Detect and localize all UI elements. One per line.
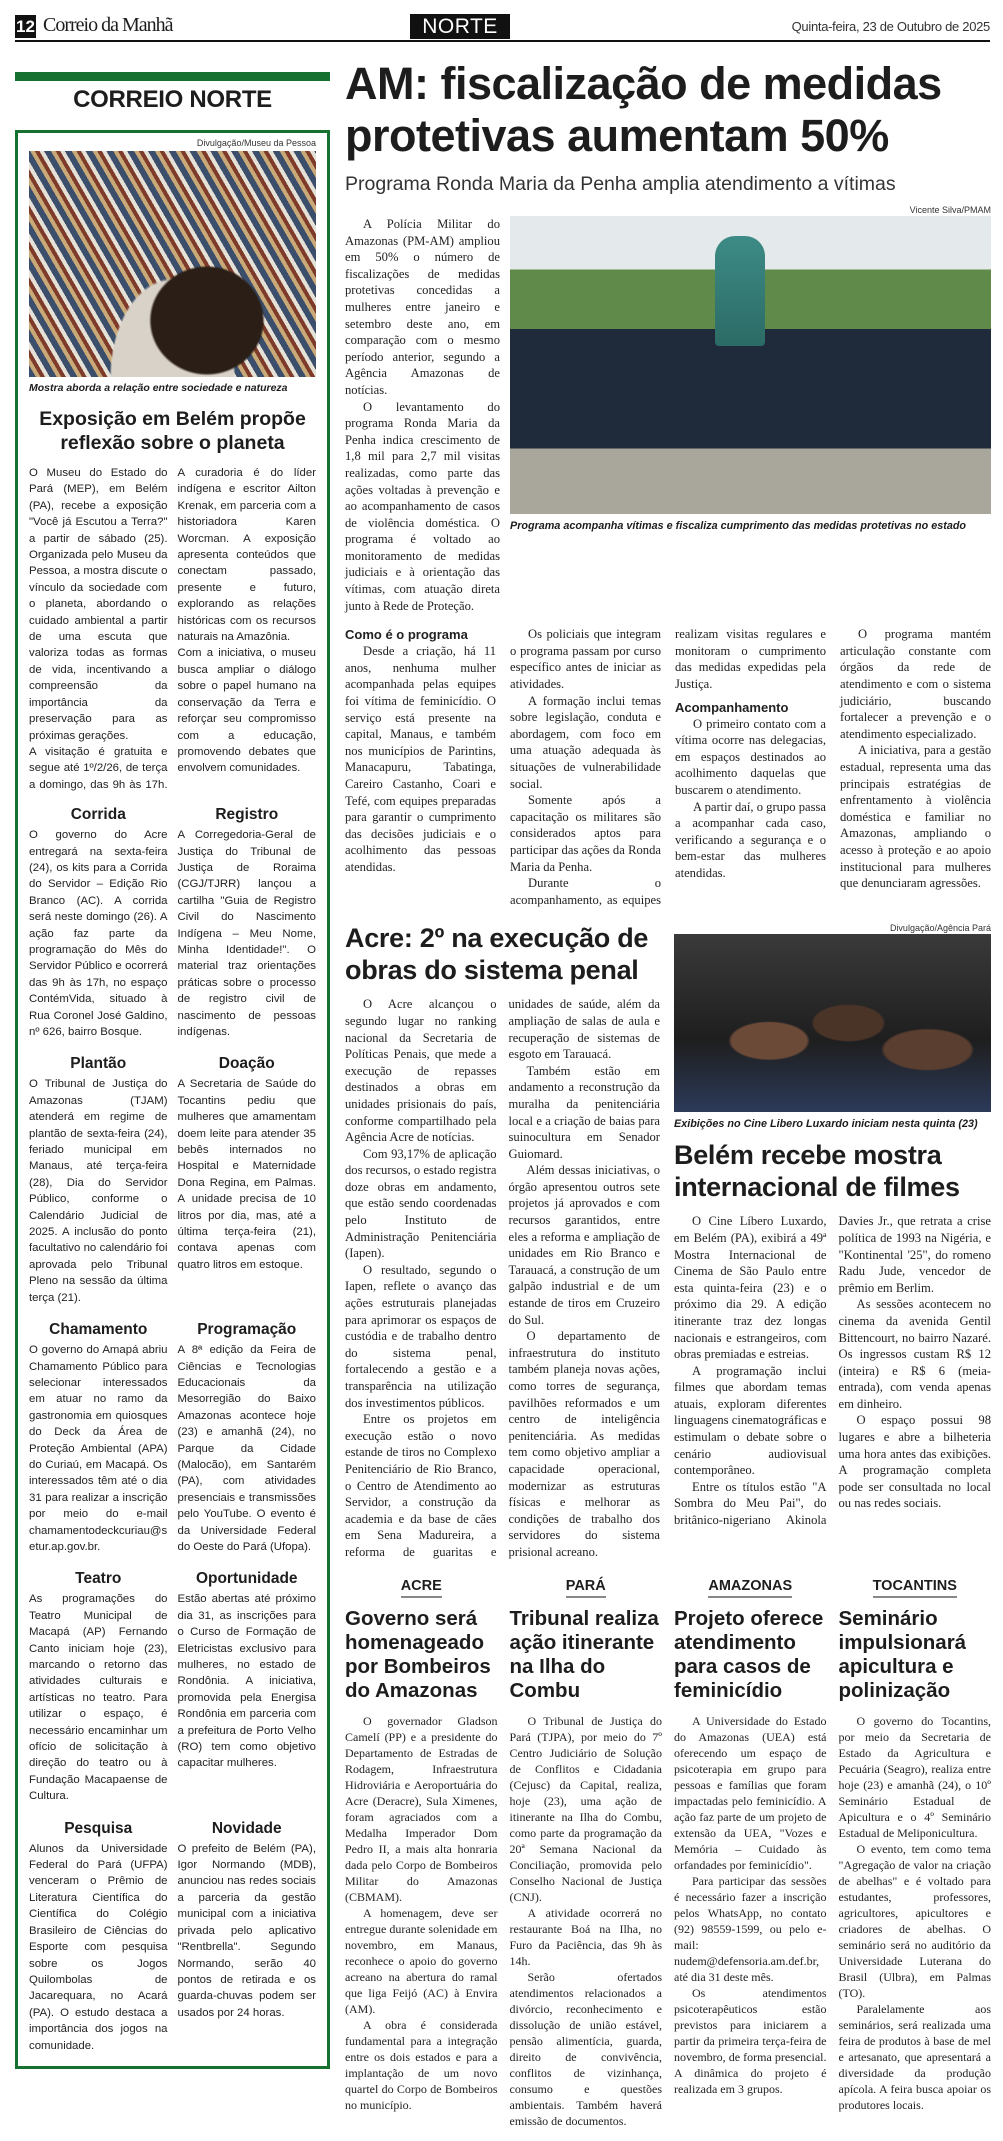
cinema-body — [674, 1213, 991, 1528]
lead-subhead: Programa Ronda Maria da Penha amplia atendimento a vítimas — [345, 173, 896, 195]
note-title: Pesquisa — [64, 1819, 133, 1837]
paragraph: Com 93,17% de aplicação dos recursos, o estado registra doze obras em andamento, que estão sendo coordenadas pelo Instituto de Administração Penitenciária (Iapen). — [345, 1146, 497, 1261]
note-doação — [178, 1054, 317, 1306]
paragraph: A Polícia Militar do Amazonas (PM-AM) ampliou em 50% o número de fiscalizações de medidas protetivas concedidas a mulheres entre janeiro e setembro deste ano, em comparação com o mesmo período anterior, segundo a Agência Amazonas de notícias. — [345, 217, 500, 397]
paragraph: A partir daí, o grupo passa a acompanhar cada caso, verificando a segurança e o bem-estar das mulheres atendidas. — [675, 799, 826, 880]
paragraph: O programa mantém articulação constante com órgãos da rede de atendimento e com o sistema judiciário, buscando fortalecer a prevenção e o atendimento especializado. — [840, 627, 991, 741]
note-text: As programações do Teatro Municipal de Macapá (AP) Fernando Canto iniciam hoje (23), marcando o retorno das atividades culturais e artísticas no teatro. Para utilizar o espaço, é necessário encaminhar um ofício de solicitação à direção do teatro ou à Fundação Macapaense de Cultura. — [29, 1593, 168, 1803]
paragraph: Para participar das sessões é necessário fazer a inscrição pelos WhatsApp, no contato (92) 98559-1599, ou pelo e-mail: nudem@defensoria.am.def.br, até dia 31 deste mês. — [674, 1873, 827, 1984]
note-teatro — [29, 1569, 168, 1804]
note-text: O Tribunal de Justiça do Amazonas (TJAM) atenderá em regime de plantão de sexta-feira (24), feriado municipal em Manaus, até terça-feira (28), Dia do Servidor Público, conforme o Calendário Judicial de 2025. A inclusão do ponto facultativo no calendário foi aprovada pelo Tribunal Pleno na sessão da última terça (21). — [29, 1078, 168, 1304]
brief-body — [345, 1713, 498, 2113]
note-text: Estão abertas até próximo dia 31, as inscrições para o Curso de Formação de Eletricistas exclusivo para mulheres, no estado de Rondônia. A iniciativa, promovida pela Energisa Rondônia em parceria com a prefeitura de Porto Velho (RO) tem como objetivo capacitar mulheres. — [177, 1593, 316, 1770]
paragraph: A homenagem, deve ser entregue durante solenidade em novembro, em Manaus, reconhece o apoio do governo acreano na abertura do ramal que liga Feijó (AC) à Envira (AM). — [345, 1905, 498, 2016]
lead-body — [345, 626, 991, 908]
paragraph: A iniciativa, para a gestão estadual, representa uma das principais estratégias de enfrentamento à violência doméstica e familiar no Amazonas, ampliando o acesso à proteção e ao apoio institucional para mulheres que denunciaram agressões. — [840, 743, 991, 891]
brief-body — [674, 1713, 827, 2097]
main-area — [345, 58, 991, 2141]
issue-date: Quinta-feira, 23 de Outubro de 2025 — [791, 19, 990, 34]
note-corrida — [29, 805, 168, 1040]
fountain-shape — [715, 236, 765, 346]
brief-headline: Projeto oferece atendimento para casos de feminicídio — [674, 1606, 824, 1702]
sidebar-article-body — [29, 465, 316, 793]
sidebar-headline: Exposição em Belém propõe reflexão sobre o planeta — [39, 408, 306, 454]
section-subheading: Acompanhamento — [675, 699, 789, 715]
paragraph: A Universidade do Estado do Amazonas (UEA) está oferecendo um espaço de psicoterapia em grupo para pessoas e famílias que foram impactadas pelo feminicídio. A ação faz parte de um projeto de extensão da UEA, "Vozes e Memória – Cuidado às orfandades por feminicídio". — [674, 1713, 827, 1872]
note-title: Corrida — [70, 806, 126, 824]
paragraph: O departamento de infraestrutura do instituto também planeja novas ações, como torres de segurança, pavilhões reformados e um centro de inteligência penitenciária. As medidas tem como objetivo ampliar a capacidade operacional, modernizar as estruturas físicas e melhorar as condições de trabalho dos servidores do sistema prisional acreano. — [508, 1329, 660, 1559]
brief-body — [510, 1713, 663, 2129]
photo-credit: Vicente Silva/PMAM — [909, 205, 991, 215]
paragraph: Com a iniciativa, o museu busca ampliar o diálogo sobre o papel humano na conservação da Terra e reforçar seu compromisso com a educação, promovendo debates que envolvem comunidades. — [177, 647, 316, 775]
brief-headline: Governo será homenageado por Bombeiros do Amazonas — [345, 1606, 491, 1702]
paragraph: O governo do Tocantins, por meio da Secretaria de Estado da Agricultura e Pecuária (Seagro), realiza entre hoje (23) e amanhã (24), o 10º Seminário Estadual de Apicultura e o 4º Seminário Estadual de Meliponicultura. — [838, 1713, 991, 1840]
note-title: Doação — [218, 1055, 275, 1073]
paragraph: O levantamento do programa Ronda Maria da Penha indica crescimento de 1,8 mil para 2,7 mil visitas realizadas, como parte das ações voltadas à prevenção e ao acompanhamento de casos de violência doméstica. O programa é voltado ao monitoramento de medidas judiciais e à orientação das vítimas, com atuação direta junto à Rede de Proteção. — [345, 399, 500, 613]
acre-story — [345, 922, 660, 1560]
paragraph: O primeiro contato com a vítima ocorre nas delegacias, em espaços destinados ao acolhimento daquelas que buscarem o atendimento. — [675, 716, 826, 797]
note-text: A Secretaria de Saúde do Tocantins pediu que mulheres que amamentam doem leite para atender 35 bebês internados no Hospital e Maternidade Dona Regina, em Palmas. A unidade precisa de 10 litros por dia, mas, até a última terça-feira (21), contava apenas com quatro litros em estoque. — [177, 1078, 316, 1271]
photo-caption: Mostra aborda a relação entre sociedade e natureza — [29, 382, 288, 394]
paragraph: O Cine Líbero Luxardo, em Belém (PA), exibirá a 49ª Mostra Internacional de Cinema de São Paulo entre esta quinta-feira (23) e o próximo dia 29. A edição itinerante traz dez longas nacionais e estrangeiros, com obras premiadas e estreias. — [674, 1214, 827, 1362]
lead-photo-block — [510, 204, 991, 614]
paragraph: O governador Gladson Camelí (PP) e a presidente do Departamento de Estradas de Rodagem, Infraestrutura Hidroviária e Aeroportuária do Acre (Deracre), Sula Ximenes, foram agraciados com a Medalha Imperador Dom Pedro II, a mais alta honraria dada pelo Corpo de Bombeiros Militar do Amazonas (CBMAM). — [345, 1713, 498, 1904]
paragraph: Serão ofertados atendimentos relacionados a divórcio, reconhecimento e dissolução de união estável, pensão alimentícia, guarda, direito de convivência, conflitos de vizinhança, consumo e questões ambientais. Também haverá emissão de documentos. — [509, 1969, 662, 2128]
paragraph: A atividade ocorrerá no restaurante Boá na Ilha, no Furo da Paciência, das 9h às 14h. — [509, 1905, 662, 1968]
note-text: A 8ª edição da Feira de Ciências e Tecnologias Educacionais da Mesorregião do Baixo Amazonas acontece hoje (23) e amanhã (24), no Parque da Cidade (Malocão), em Santarém (PA), com atividades presenciais e transmissões pelo YouTube. O evento é da Universidade Federal do Oeste do Pará (Ufopa). — [177, 1344, 316, 1553]
paragraph: Os policiais que integram o programa passam por curso específico antes de iniciar as atividades. — [510, 627, 661, 692]
photo-credit: Divulgação/Museu da Pessoa — [196, 138, 316, 148]
sidebar-title: CORREIO NORTE — [73, 86, 272, 113]
paragraph: Além dessas iniciativas, o órgão apresentou outros sete projetos já aprovados e com recursos garantidos, entre eles a reforma e ampliação de unidades em Rio Branco e Tarauacá, a construção de um galpão industrial e de um estande de tiros em Cruzeiro do Sul. — [508, 1163, 660, 1327]
note-pesquisa — [29, 1819, 168, 2054]
brief-acre — [345, 1577, 498, 2129]
note-text: A Corregedoria-Geral de Justiça do Tribunal de Justiça de Roraima (CGJ/TJRR) lançou a cartilha "Guia de Registro Civil do Nascimento Indígena – Meu Nome, Minha Identidade!". O material traz orientações práticas sobre o processo de registro civil de nascimento de pessoas indígenas. — [177, 829, 316, 1038]
paragraph: Desde a criação, há 11 anos, nenhuma mulher acompanhada pelas equipes foi vítima de feminicídio. O serviço está presente na capital, Manaus, e também nos municípios de Parintins, Manacapuru, Tabatinga, Careiro Castanho, Coari e Tefé, com equipes preparadas para garantir o cumprimento das decisões judiciais e o acolhimento das pessoas atendidas. — [345, 644, 496, 874]
brief-label: AMAZONAS — [708, 1578, 792, 1598]
note-title: Teatro — [75, 1570, 122, 1588]
note-title: Plantão — [70, 1055, 127, 1073]
note-title: Chamamento — [49, 1321, 148, 1339]
photo-credit: Divulgação/Agência Pará — [889, 923, 991, 934]
paragraph: O Acre alcançou o segundo lugar no ranking nacional da Secretaria de Políticas Penais, que mede a execução de repasses destinados a obras em unidades prisionais do país, conforme compartilhado pela Agência Acre de notícias. — [345, 997, 497, 1145]
brief-amazonas — [674, 1577, 827, 2129]
page-number: 12 — [16, 17, 35, 36]
note-novidade — [178, 1819, 317, 2054]
photo-caption: Programa acompanha vítimas e fiscaliza cumprimento das medidas protetivas no estado — [510, 520, 967, 532]
paragraph: O resultado, segundo o Iapen, reflete o avanço das ações estruturais planejadas para aprimorar os espaços de custódia e de trabalho dentro do sistema penal, fortalecendo a gestão e a transparência na utilização dos investimentos públicos. — [345, 1262, 497, 1410]
brief-headline: Tribunal realiza ação itinerante na Ilha do Combu — [509, 1606, 659, 1702]
note-title: Registro — [215, 806, 279, 824]
paragraph: Entre os títulos estão "A Sombra do Meu Pai", do britânico-nigeriano Akinola Davies Jr., que retrata a crise política de 1993 na Nigéria, e "Kontinental '25", do romeno Radu Jude, vencedor de prêmio em Berlim. — [674, 1214, 991, 1528]
masthead: Correio da Manhã — [43, 14, 173, 36]
regional-briefs — [345, 1577, 991, 2141]
acre-body — [345, 996, 660, 1560]
header-rule — [15, 40, 990, 42]
police-photo — [510, 216, 991, 514]
paragraph: O espaço possui 98 lugares e abre a bilheteria uma hora antes das exibições. A programação completa pode ser consultada no local ou nas redes sociais. — [838, 1413, 991, 1511]
paragraph: As sessões acontecem no cinema da avenida Gentil Bittencourt, no bairro Nazaré. Os ingressos custam R$ 12 (inteira) e R$ 6 (meia-entrada), com venda apenas em dinheiro. — [838, 1297, 991, 1411]
paragraph: A programação inclui filmes que abordam temas atuais, exploram diferentes linguagens cinematográficas e estimulam o debate sobre o cenário audiovisual contemporâneo. — [674, 1363, 827, 1478]
cinema-story — [674, 922, 991, 1560]
note-title: Programação — [197, 1321, 297, 1339]
paragraph: A obra é considerada fundamental para a integração entre os dois estados e para a implantação de um novo quartel do Corpo de Bombeiros no município. — [345, 2017, 498, 2112]
paragraph: Paralelamente aos seminários, será realizada uma feira de produtos à base de mel e artesanato, que apresentará a diversidade da produção apícola. A feira busca apoiar os produtores locais. — [838, 2001, 991, 2112]
note-title: Oportunidade — [195, 1570, 298, 1588]
paragraph: A formação inclui temas sobre legislação, conduta e abordagem, com foco em uma atuação adequada às situações de vulnerabilidade social. — [510, 693, 661, 791]
note-title: Novidade — [211, 1819, 282, 1837]
paragraph: A visitação é gratuita e segue até 1º/2/26, de terça a domingo, das 9h às 17h. A curadoria é do líder indígena e escritor Ailton Krenak, em parceria com a historiadora Karen Worcman. A exposição apresenta conteúdos que conectam passado, presente e futuro, explorando as relações históricas com os recursos naturais na Amazônia. — [29, 467, 316, 791]
paragraph: Entre os projetos em execução estão o novo estande de tiros no Complexo Penitenciário de Rio Branco, o Centro de Atendimento ao Servidor, a construção da academia e da base de cães em Sena Madureira, a reforma de guaritas e unidades de saúde, além da ampliação de salas de aula e recuperação de sistemas de esgoto em Tarauacá. — [345, 997, 660, 1559]
lead-headline: AM: fiscalização de medidas protetivas aumentam 50% — [345, 58, 942, 161]
paragraph: Também estão em andamento a reconstrução da muralha da penitenciária local e a criação de baias para suinocultura em Senador Guiomard. — [508, 1063, 660, 1161]
lead-intro — [345, 204, 500, 614]
brief-para — [510, 1577, 663, 2129]
note-text: Alunos da Universidade Federal do Pará (UFPA) venceram o Prêmio de Literatura Científica do Científica do Colégio Brasileiro de Ciências do Esporte com pesquisa sobre os Jogos Quilombolas de Jacarequara, no Acará (PA). O estudo destaca a importância dos jogos na comunidade. — [29, 1842, 168, 2052]
lead-top-row — [345, 204, 991, 614]
note-oportunidade — [178, 1569, 317, 1804]
cinema-photo — [674, 934, 991, 1112]
brief-label: ACRE — [401, 1578, 442, 1598]
note-plantão — [29, 1054, 168, 1306]
paragraph: Somente após a capacitação os militares são considerados aptos para participar das ações da Ronda Maria da Penha. — [510, 793, 661, 874]
notes-grid — [29, 805, 316, 2054]
acre-headline: Acre: 2º na execução de obras do sistema penal — [345, 923, 649, 986]
paragraph: O evento, tem como tema "Agregação de valor na criação de abelhas" e é voltado para estudantes, professores, agricultores, apicultores e criadores de abelhas. O seminário será no auditório da Universidade Luterana do Brasil (Ulbra), em Palmas (TO). — [838, 1841, 991, 2000]
sidebar-box — [15, 130, 330, 2069]
brief-label: PARÁ — [566, 1578, 606, 1598]
photo-caption: Exibições no Cine Libero Luxardo iniciam nesta quinta (23) — [674, 1118, 978, 1131]
note-registro — [178, 805, 317, 1040]
brief-body — [839, 1713, 992, 2113]
cinema-headline: Belém recebe mostra internacional de filmes — [674, 1140, 960, 1203]
paragraph: Durante o acompanhamento, as equipes realizam visitas regulares e monitoram o cumprimento das medidas expedidas pela Justiça. — [510, 627, 826, 907]
sidebar-accent-bar — [15, 72, 330, 81]
paragraph: O Tribunal de Justiça do Pará (TJPA), por meio do 7º Centro Judiciário de Solução de Conflitos e Cidadania (Cejusc) da Capital, realiza, hoje (23), uma ação de itinerante na Ilha do Combu, como parte da programação da 20ª Semana Nacional da Conciliação, promovida pelo Conselho Nacional de Justiça (CNJ). — [509, 1713, 662, 1904]
brief-label: TOCANTINS — [873, 1578, 957, 1598]
brief-headline: Seminário impulsionará apicultura e polinização — [838, 1606, 967, 1702]
note-text: O governo do Amapá abriu Chamamento Público para selecionar interessados em atuar no ramo da gastronomia em quiosques do Deck da Área de Proteção Ambiental (APA) do Curiaú, em Macapá. Os interessados têm até o dia 31 para realizar a inscrição por meio do e-mail chamamentodeckcuriau@setur.ap.gov.br. — [29, 1344, 168, 1553]
exhibition-photo — [29, 151, 316, 377]
note-programação — [178, 1320, 317, 1555]
paragraph: O Museu do Estado do Pará (MEP), em Belém (PA), recebe a exposição "Você já Escutou a Terra?" a partir de sábado (25). Organizada pelo Museu da Pessoa, a mostra discute o vínculo da sociedade com o planeta, abordando o cuidado ambiental a partir de uma escuta que valoriza todas as formas de vida, incentivando a compreensão da importância da preservação para as próximas gerações. — [29, 467, 168, 742]
section-subheading: Como é o programa — [345, 627, 468, 643]
note-chamamento — [29, 1320, 168, 1555]
note-text: O prefeito de Belém (PA), Igor Normando (MDB), anunciou nas redes sociais a parceria da gestão municipal com a iniciativa privada pelo aplicativo "Rentbrella". Segundo Normando, serão 40 pontos de retirada e os guarda-chuvas podem ser usados por 24 horas. — [177, 1842, 316, 2019]
note-text: O governo do Acre entregará na sexta-feira (24), os kits para a Corrida do Servidor – Edição Rio Branco (AC). A corrida será neste domingo (26). A ação faz parte da programação do Mês do Servidor Público e ocorrerá das 9h às 17h, no espaço ContémVida, situado à Rua Coronel José Galdino, nº 626, bairro Bosque. — [29, 829, 168, 1038]
section-tag: NORTE — [410, 14, 510, 39]
brief-tocantins — [839, 1577, 992, 2129]
middle-row — [345, 922, 991, 1560]
paragraph: Os atendimentos psicoterapêuticos estão previstos para iniciarem a partir da primeira terça-feira de novembro, de forma presencial. A dinâmica do projeto é realizada em 3 grupos. — [674, 1985, 827, 2096]
